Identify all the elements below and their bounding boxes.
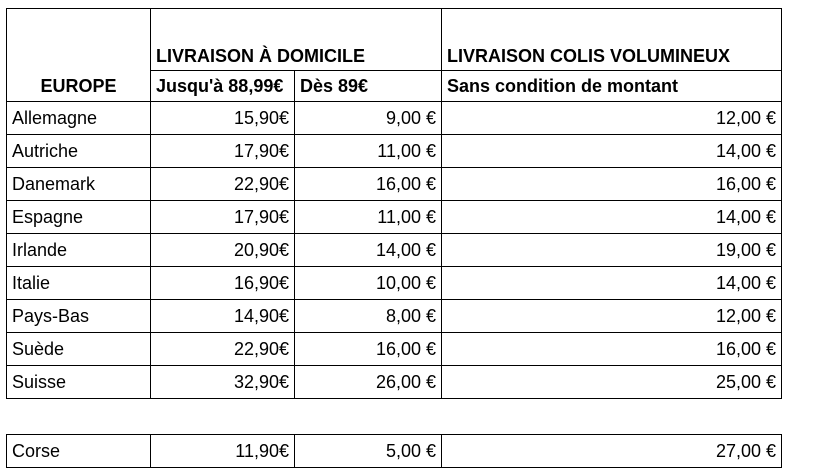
from-cell: 9,00 € [295,102,442,135]
table-row [7,234,782,267]
country-cell: Corse [7,435,151,468]
bulky-cell: 25,00 € [442,366,782,399]
country-cell: Irlande [7,234,151,267]
up-to-cell: 22,90€ [151,168,295,201]
up-to-cell: 22,90€ [151,333,295,366]
table-row [7,435,782,468]
from-header: Dès 89€ [295,71,442,102]
country-cell: Autriche [7,135,151,168]
country-cell: Suisse [7,366,151,399]
country-cell: Italie [7,267,151,300]
country-cell: Suède [7,333,151,366]
table-row [7,300,782,333]
from-cell: 10,00 € [295,267,442,300]
bulky-cell: 12,00 € [442,300,782,333]
bulky-cell: 14,00 € [442,135,782,168]
country-cell: Pays-Bas [7,300,151,333]
country-cell: Allemagne [7,102,151,135]
country-cell: Danemark [7,168,151,201]
up-to-cell: 17,90€ [151,135,295,168]
bulky-cell: 19,00 € [442,234,782,267]
no-condition-header: Sans condition de montant [442,71,782,102]
table-row [7,102,782,135]
from-cell: 11,00 € [295,201,442,234]
shipping-rates-table [6,8,782,399]
up-to-cell: 11,90€ [151,435,295,468]
up-to-cell: 16,90€ [151,267,295,300]
up-to-cell: 15,90€ [151,102,295,135]
bulky-cell: 16,00 € [442,333,782,366]
bulky-cell: 12,00 € [442,102,782,135]
from-cell: 16,00 € [295,333,442,366]
region-header: EUROPE [7,9,151,102]
table-row [7,366,782,399]
up-to-cell: 32,90€ [151,366,295,399]
from-cell: 11,00 € [295,135,442,168]
bulky-cell: 16,00 € [442,168,782,201]
up-to-header: Jusqu'à 88,99€ [151,71,295,102]
home-delivery-header: LIVRAISON À DOMICILE [151,9,442,71]
corse-rates-table [6,434,782,468]
table-row [7,135,782,168]
bulky-cell: 27,00 € [442,435,782,468]
from-cell: 8,00 € [295,300,442,333]
header-row-1 [7,9,782,71]
from-cell: 16,00 € [295,168,442,201]
up-to-cell: 14,90€ [151,300,295,333]
table-row [7,333,782,366]
from-cell: 5,00 € [295,435,442,468]
bulky-cell: 14,00 € [442,267,782,300]
from-cell: 26,00 € [295,366,442,399]
country-cell: Espagne [7,201,151,234]
up-to-cell: 17,90€ [151,201,295,234]
bulky-delivery-header: LIVRAISON COLIS VOLUMINEUX [442,9,782,71]
from-cell: 14,00 € [295,234,442,267]
table-row [7,168,782,201]
up-to-cell: 20,90€ [151,234,295,267]
table-row [7,267,782,300]
bulky-cell: 14,00 € [442,201,782,234]
table-row [7,201,782,234]
